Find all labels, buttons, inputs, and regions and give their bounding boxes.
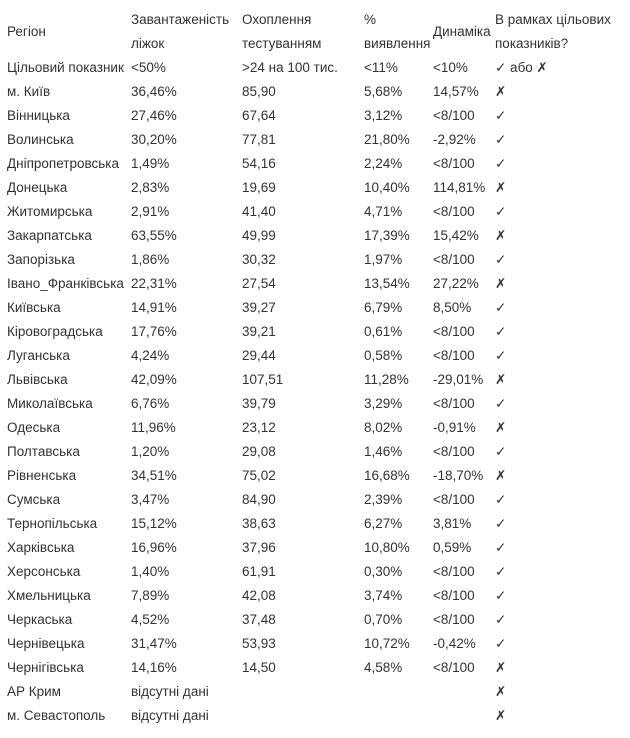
cell-detection-rate: 0,70% — [364, 612, 403, 627]
cell-bed-occupancy: 14,91% — [131, 300, 177, 315]
cell-testing-coverage: 49,99 — [242, 228, 276, 243]
cell-testing-coverage: 41,40 — [242, 204, 276, 219]
cell-region: Хмельницька — [7, 588, 91, 603]
cell-within-targets: ✗ — [495, 660, 507, 675]
cell-region: Черкаська — [7, 612, 73, 627]
cell-detection-rate: 5,68% — [364, 84, 403, 99]
cell-dynamics: <8/100 — [433, 348, 475, 363]
cell-detection-rate: 1,97% — [364, 252, 403, 267]
cell-testing-coverage: 23,12 — [242, 420, 276, 435]
header-line: Регіон — [7, 24, 46, 39]
cell-bed-occupancy: 3,47% — [131, 492, 170, 507]
cell-detection-rate: 3,74% — [364, 588, 403, 603]
cell-within-targets: ✗ — [495, 180, 507, 195]
table-row — [0, 320, 630, 344]
cell-region: Чернівецька — [7, 636, 85, 651]
cell-region: Житомирська — [7, 204, 93, 219]
cell-testing-coverage: 54,16 — [242, 156, 276, 171]
cell-region: Івано_Франківська — [7, 276, 124, 291]
cell-bed-occupancy: відсутні дані — [131, 708, 209, 723]
cell-bed-occupancy: 7,89% — [131, 588, 170, 603]
cell-detection-rate: 17,39% — [364, 228, 410, 243]
cell-within-targets: ✓ — [495, 108, 507, 123]
cell-detection-rate: 2,39% — [364, 492, 403, 507]
cell-region: Чернігівська — [7, 660, 84, 675]
cell-bed-occupancy: 34,51% — [131, 468, 177, 483]
cell-within-targets: ✗ — [495, 420, 507, 435]
cell-detection-rate: 4,71% — [364, 204, 403, 219]
header-dynamics — [433, 20, 491, 44]
cell-region: Дніпропетровська — [7, 156, 120, 171]
table-row — [0, 296, 630, 320]
table-row — [0, 368, 630, 392]
cell-detection-rate: 16,68% — [364, 468, 410, 483]
table-row — [0, 272, 630, 296]
cell-region: АР Крим — [7, 684, 61, 699]
table-row — [0, 104, 630, 128]
header-testing-coverage — [242, 8, 321, 56]
cell-within-targets: ✓ — [495, 492, 507, 507]
cell-bed-occupancy: 31,47% — [131, 636, 177, 651]
cell-within-targets: ✗ — [495, 276, 507, 291]
cell-testing-coverage: 14,50 — [242, 660, 276, 675]
cell-dynamics: -18,70% — [433, 468, 484, 483]
cell-testing-coverage: 42,08 — [242, 588, 276, 603]
cell-within-targets: ✗ — [495, 684, 507, 699]
cell-region: Одеська — [7, 420, 61, 435]
cell-within-targets: ✗ — [495, 708, 507, 723]
cell-dynamics: 14,57% — [433, 84, 479, 99]
cell-region: Закарпатська — [7, 228, 92, 243]
cell-bed-occupancy: 2,83% — [131, 180, 170, 195]
header-bed-occupancy — [131, 8, 229, 56]
cell-region: Вінницька — [7, 108, 70, 123]
cell-testing-coverage: 67,64 — [242, 108, 276, 123]
table-row — [0, 656, 630, 680]
header-line: Динаміка — [433, 24, 491, 39]
cell-region: Львівська — [7, 372, 68, 387]
cell-within-targets: ✓ — [495, 300, 507, 315]
cell-bed-occupancy: 1,20% — [131, 444, 170, 459]
cell-bed-occupancy: 1,86% — [131, 252, 170, 267]
cell-testing-coverage: 39,27 — [242, 300, 276, 315]
cell-region: Київська — [7, 300, 61, 315]
table-row — [0, 152, 630, 176]
table-row — [0, 560, 630, 584]
table-row — [0, 608, 630, 632]
cell-bed-occupancy: 63,55% — [131, 228, 177, 243]
cell-within-targets: ✓ — [495, 636, 507, 651]
cell-within-targets: ✓ — [495, 396, 507, 411]
cell-dynamics: <8/100 — [433, 564, 475, 579]
cell-within-targets: ✓ — [495, 444, 507, 459]
cell-detection-rate: 0,30% — [364, 564, 403, 579]
table-row — [0, 680, 630, 704]
header-line: % — [364, 12, 377, 27]
cell-region: Рівненська — [7, 468, 77, 483]
cell-bed-occupancy: 1,40% — [131, 564, 170, 579]
cell-dynamics: <8/100 — [433, 444, 475, 459]
cell-detection-rate: 4,58% — [364, 660, 403, 675]
cell-testing-coverage: 19,69 — [242, 180, 276, 195]
cell-detection-rate: 0,58% — [364, 348, 403, 363]
cell-within-targets: ✓ або ✗ — [495, 60, 548, 75]
table-row — [0, 632, 630, 656]
table-row — [0, 80, 630, 104]
cell-dynamics: 15,42% — [433, 228, 479, 243]
target-row — [0, 56, 630, 80]
table-row — [0, 176, 630, 200]
cell-detection-rate: 3,12% — [364, 108, 403, 123]
cell-within-targets: ✓ — [495, 516, 507, 531]
cell-bed-occupancy: 16,96% — [131, 540, 177, 555]
cell-bed-occupancy: 11,96% — [131, 420, 176, 435]
cell-within-targets: ✗ — [495, 372, 507, 387]
cell-region: Херсонська — [7, 564, 81, 579]
cell-within-targets: ✓ — [495, 324, 507, 339]
cell-dynamics: <8/100 — [433, 660, 475, 675]
cell-testing-coverage: 77,81 — [242, 132, 276, 147]
cell-region: Миколаївська — [7, 396, 93, 411]
cell-bed-occupancy: <50% — [131, 60, 166, 75]
cell-within-targets: ✗ — [495, 228, 507, 243]
cell-within-targets: ✓ — [495, 132, 507, 147]
cell-testing-coverage: 75,02 — [242, 468, 276, 483]
cell-bed-occupancy: 4,24% — [131, 348, 170, 363]
cell-dynamics: 3,81% — [433, 516, 472, 531]
cell-dynamics: <8/100 — [433, 324, 475, 339]
header-line: Завантаженість — [131, 12, 230, 27]
cell-dynamics: <8/100 — [433, 108, 475, 123]
cell-bed-occupancy: 6,76% — [131, 396, 170, 411]
cell-dynamics: <8/100 — [433, 612, 475, 627]
table-row — [0, 536, 630, 560]
cell-testing-coverage: 107,51 — [242, 372, 284, 387]
table-row — [0, 512, 630, 536]
cell-region: Сумська — [7, 492, 61, 507]
table-row — [0, 464, 630, 488]
cell-testing-coverage: 29,44 — [242, 348, 276, 363]
cell-bed-occupancy: 4,52% — [131, 612, 170, 627]
cell-bed-occupancy: 42,09% — [131, 372, 177, 387]
header-within-targets — [495, 8, 611, 56]
cell-detection-rate: 8,02% — [364, 420, 403, 435]
table-row — [0, 416, 630, 440]
cell-dynamics: <8/100 — [433, 204, 475, 219]
cell-testing-coverage: 27,54 — [242, 276, 276, 291]
cell-testing-coverage: 61,91 — [242, 564, 276, 579]
cell-detection-rate: 2,24% — [364, 156, 403, 171]
cell-detection-rate: 10,72% — [364, 636, 410, 651]
cell-testing-coverage: 39,79 — [242, 396, 276, 411]
cell-detection-rate: 0,61% — [364, 324, 403, 339]
cell-dynamics: 27,22% — [433, 276, 479, 291]
cell-detection-rate: 11,28% — [364, 372, 409, 387]
header-detection-rate — [364, 8, 431, 56]
cell-detection-rate: 1,46% — [364, 444, 403, 459]
cell-detection-rate: 3,29% — [364, 396, 403, 411]
cell-dynamics: <8/100 — [433, 588, 475, 603]
cell-dynamics: <8/100 — [433, 492, 475, 507]
cell-within-targets: ✓ — [495, 564, 507, 579]
cell-dynamics: -0,91% — [433, 420, 476, 435]
cell-dynamics: <8/100 — [433, 156, 475, 171]
cell-within-targets: ✓ — [495, 588, 507, 603]
cell-testing-coverage: 84,90 — [242, 492, 276, 507]
cell-detection-rate: 21,80% — [364, 132, 410, 147]
header-region — [7, 20, 46, 44]
table-row — [0, 248, 630, 272]
header-line: В рамках цільових — [495, 12, 611, 27]
table-row — [0, 128, 630, 152]
cell-bed-occupancy: 2,91% — [131, 204, 170, 219]
cell-testing-coverage: 53,93 — [242, 636, 276, 651]
table-row — [0, 200, 630, 224]
table-row — [0, 584, 630, 608]
cell-dynamics: <10% — [433, 60, 468, 75]
table-header — [0, 8, 630, 56]
cell-testing-coverage: 29,08 — [242, 444, 276, 459]
cell-bed-occupancy: відсутні дані — [131, 684, 209, 699]
cell-region: Кіровоградська — [7, 324, 103, 339]
cell-region: Волинська — [7, 132, 74, 147]
cell-dynamics: 114,81% — [433, 180, 486, 195]
cell-dynamics: <8/100 — [433, 396, 475, 411]
cell-detection-rate: 10,80% — [364, 540, 410, 555]
cell-bed-occupancy: 36,46% — [131, 84, 177, 99]
cell-within-targets: ✓ — [495, 540, 507, 555]
cell-detection-rate: 13,54% — [364, 276, 410, 291]
cell-within-targets: ✓ — [495, 204, 507, 219]
cell-detection-rate: 10,40% — [364, 180, 410, 195]
cell-dynamics: 8,50% — [433, 300, 472, 315]
cell-bed-occupancy: 14,16% — [131, 660, 177, 675]
cell-within-targets: ✓ — [495, 348, 507, 363]
cell-region: Тернопільська — [7, 516, 98, 531]
cell-testing-coverage: 30,32 — [242, 252, 276, 267]
table-row — [0, 392, 630, 416]
cell-within-targets: ✗ — [495, 84, 507, 99]
cell-region: Луганська — [7, 348, 70, 363]
cell-bed-occupancy: 1,49% — [131, 156, 170, 171]
cell-bed-occupancy: 17,76% — [131, 324, 177, 339]
cell-detection-rate: 6,27% — [364, 516, 403, 531]
table-row — [0, 344, 630, 368]
cell-dynamics: -2,92% — [433, 132, 476, 147]
cell-testing-coverage: 39,21 — [242, 324, 276, 339]
cell-region: м. Київ — [7, 84, 51, 99]
header-line: виявлення — [364, 36, 431, 51]
cell-detection-rate: <11% — [364, 60, 398, 75]
cell-bed-occupancy: 30,20% — [131, 132, 177, 147]
table-row — [0, 440, 630, 464]
table-row — [0, 488, 630, 512]
cell-region: Цільовий показник — [7, 60, 124, 75]
cell-within-targets: ✓ — [495, 156, 507, 171]
cell-dynamics: 0,59% — [433, 540, 472, 555]
header-line: показників? — [495, 36, 569, 51]
cell-region: Полтавська — [7, 444, 80, 459]
cell-testing-coverage: 38,63 — [242, 516, 276, 531]
cell-detection-rate: 6,79% — [364, 300, 403, 315]
cell-within-targets: ✓ — [495, 252, 507, 267]
cell-dynamics: -29,01% — [433, 372, 484, 387]
header-line: тестуванням — [242, 36, 322, 51]
table-row — [0, 224, 630, 248]
cell-dynamics: <8/100 — [433, 252, 475, 267]
cell-region: м. Севастополь — [7, 708, 106, 723]
cell-testing-coverage: 85,90 — [242, 84, 276, 99]
cell-testing-coverage: 37,96 — [242, 540, 276, 555]
cell-bed-occupancy: 27,46% — [131, 108, 177, 123]
cell-testing-coverage: >24 на 100 тис. — [242, 60, 338, 75]
cell-region: Донецька — [7, 180, 68, 195]
table-row — [0, 704, 630, 728]
header-line: ліжок — [131, 36, 165, 51]
cell-region: Харківська — [7, 540, 75, 555]
cell-testing-coverage: 37,48 — [242, 612, 276, 627]
cell-region: Запорізька — [7, 252, 75, 267]
cell-bed-occupancy: 22,31% — [131, 276, 177, 291]
cell-within-targets: ✗ — [495, 468, 507, 483]
cell-dynamics: -0,42% — [433, 636, 476, 651]
cell-bed-occupancy: 15,12% — [131, 516, 177, 531]
cell-within-targets: ✓ — [495, 612, 507, 627]
header-line: Охоплення — [242, 12, 312, 27]
